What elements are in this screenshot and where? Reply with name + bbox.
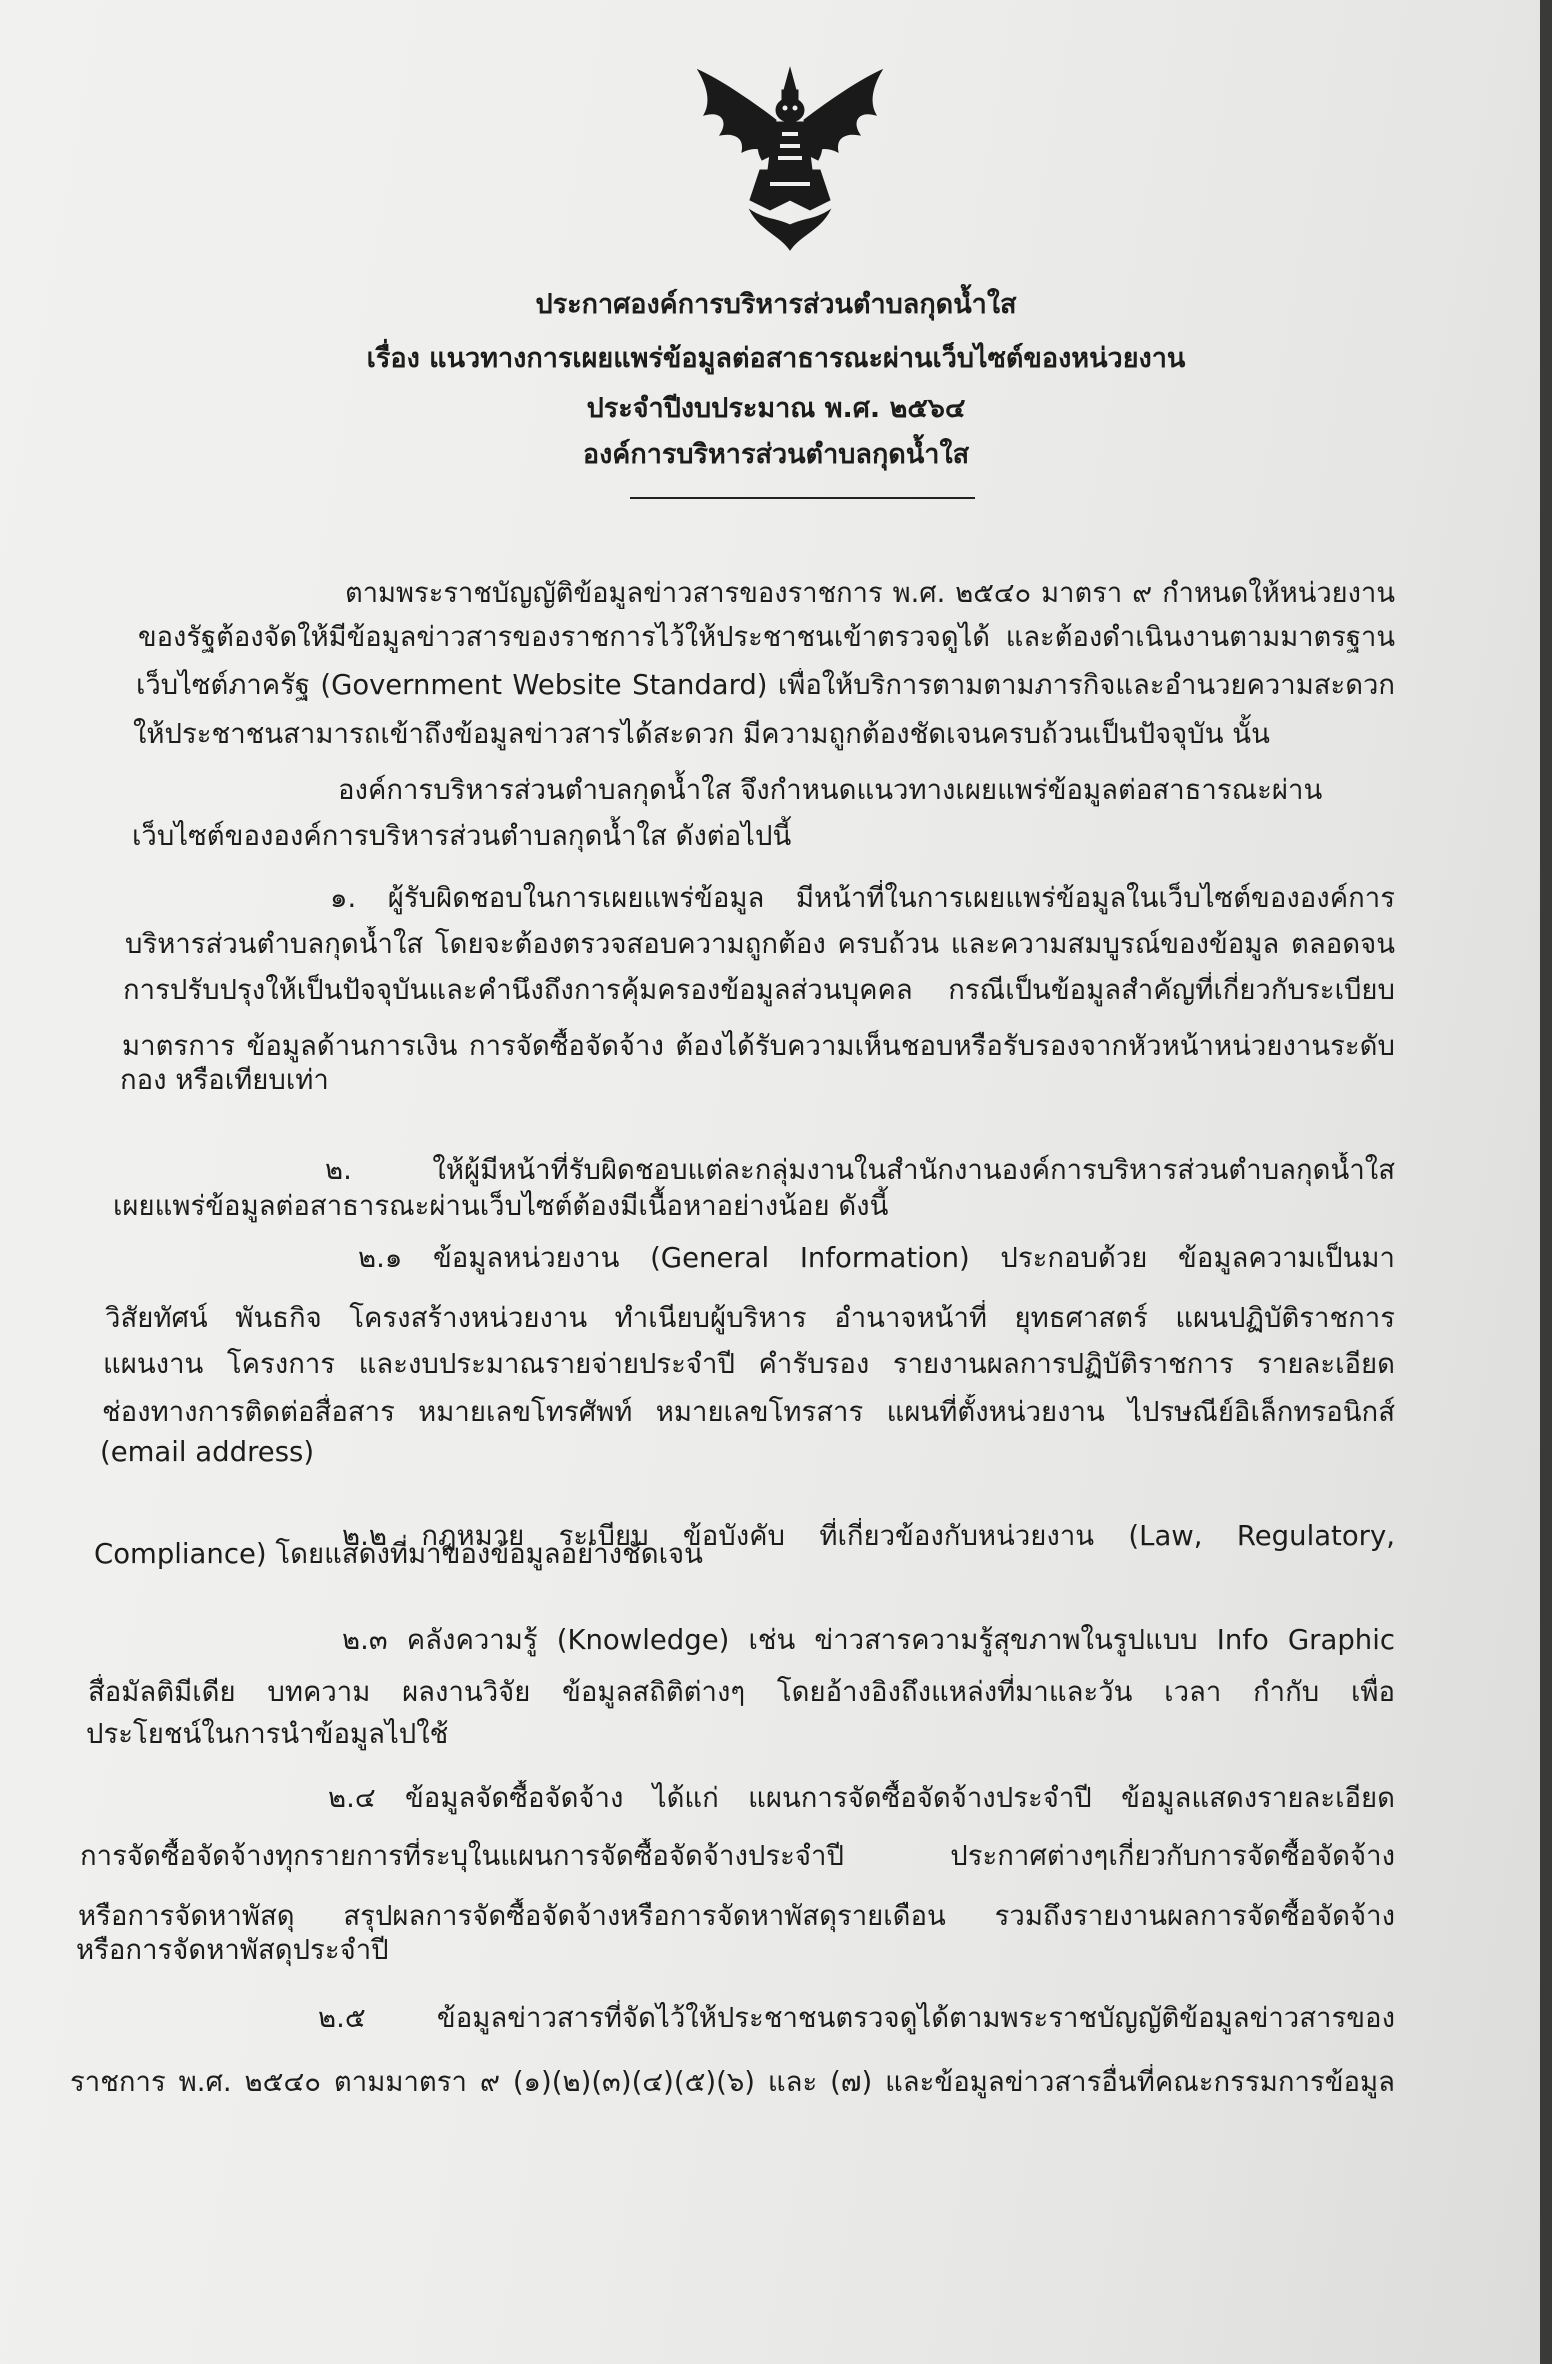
fiscal-year: ประจำปีงบประมาณ พ.ศ. ๒๕๖๔ bbox=[586, 393, 966, 424]
body-line: ๑. ผู้รับผิดชอบในการเผยแพร่ข้อมูล มีหน้าที่ในการเผยแพร่ข้อมูลในเว็บไซต์ขององค์การ bbox=[330, 882, 1395, 914]
body-line: Compliance) โดยแสดงที่มาของข้อมูลอย่างชัดเจน bbox=[94, 1538, 703, 1570]
body-line: ๒.๒ กฎหมาย ระเบียบ ข้อบังคับ ที่เกี่ยวข้องกับหน่วยงาน (Law, Regulatory, bbox=[342, 1520, 1395, 1552]
body-line: เว็บไซต์ขององค์การบริหารส่วนตำบลกุดน้ำใส ดังต่อไปนี้ bbox=[132, 820, 792, 852]
body-line: ประโยชน์ในการนำข้อมูลไปใช้ bbox=[86, 1718, 449, 1750]
body-line: การปรับปรุงให้เป็นปัจจุบันและคำนึงถึงการคุ้มครองข้อมูลส่วนบุคคล กรณีเป็นข้อมูลสำคัญที่เกี่ยวกับระเบียบ bbox=[123, 974, 1395, 1006]
body-line: มาตรการ ข้อมูลด้านการเงิน การจัดซื้อจัดจ้าง ต้องได้รับความเห็นชอบหรือรับรองจากหัวหน้าหน่วยงานระดับ bbox=[122, 1030, 1395, 1062]
announcement-title: ประกาศองค์การบริหารส่วนตำบลกุดน้ำใส bbox=[535, 289, 1017, 320]
body-line: วิสัยทัศน์ พันธกิจ โครงสร้างหน่วยงาน ทำเนียบผู้บริหาร อำนาจหน้าที่ ยุทธศาสตร์ แผนปฏิบัติราชการ bbox=[105, 1302, 1395, 1334]
body-line: แผนงาน โครงการ และงบประมาณรายจ่ายประจำปี คำรับรอง รายงานผลการปฏิบัติราชการ รายละเอียด bbox=[103, 1348, 1395, 1380]
body-line: ราชการ พ.ศ. ๒๕๔๐ ตามมาตรา ๙ (๑)(๒)(๓)(๔)(๕)(๖) และ (๗) และข้อมูลข่าวสารอื่นที่คณะกรรมการข้อมูล bbox=[70, 2066, 1395, 2098]
announcement-subject: เรื่อง แนวทางการเผยแพร่ข้อมูลต่อสาธารณะผ่านเว็บไซต์ของหน่วยงาน bbox=[366, 343, 1186, 374]
body-line: การจัดซื้อจัดจ้างทุกรายการที่ระบุในแผนการจัดซื้อจัดจ้างประจำปี ประกาศต่างๆเกี่ยวกับการจัดซื้อจัดจ้าง bbox=[80, 1840, 1395, 1872]
body-line: ตามพระราชบัญญัติข้อมูลข่าวสารของราชการ พ.ศ. ๒๕๔๐ มาตรา ๙ กำหนดให้หน่วยงาน bbox=[345, 578, 1395, 609]
body-line: เผยแพร่ข้อมูลต่อสาธารณะผ่านเว็บไซต์ต้องมีเนื้อหาอย่างน้อย ดังนี้ bbox=[113, 1190, 889, 1222]
body-line: ๒. ให้ผู้มีหน้าที่รับผิดชอบแต่ละกลุ่มงานในสำนักงานองค์การบริหารส่วนตำบลกุดน้ำใส bbox=[325, 1154, 1395, 1186]
body-line: หรือการจัดหาพัสดุประจำปี bbox=[76, 1934, 389, 1966]
body-line: ช่องทางการติดต่อสื่อสาร หมายเลขโทรศัพท์ หมายเลขโทรสาร แผนที่ตั้งหน่วยงาน ไปรษณีย์อิเล็กทรอนิกส์ bbox=[102, 1396, 1395, 1428]
header-divider bbox=[630, 497, 975, 499]
body-line: เว็บไซต์ภาครัฐ (Government Website Standard) เพื่อให้บริการตามตามภารกิจและอำนวยความสะดวก bbox=[136, 670, 1395, 701]
body-line: ๒.๔ ข้อมูลจัดซื้อจัดจ้าง ได้แก่ แผนการจัดซื้อจัดจ้างประจำปี ข้อมูลแสดงรายละเอียด bbox=[328, 1782, 1395, 1814]
body-line: (email address) bbox=[100, 1436, 315, 1468]
body-line: ของรัฐต้องจัดให้มีข้อมูลข่าวสารของราชการไว้ให้ประชาชนเข้าตรวจดูได้ และต้องดำเนินงานตามมาตรฐาน bbox=[138, 622, 1395, 653]
body-line: กอง หรือเทียบเท่า bbox=[120, 1064, 329, 1096]
body-line: สื่อมัลติมีเดีย บทความ ผลงานวิจัย ข้อมูลสถิติต่างๆ โดยอ้างอิงถึงแหล่งที่มาและวัน เวลา กำกับ เพื่อ bbox=[88, 1676, 1395, 1708]
organization-name: องค์การบริหารส่วนตำบลกุดน้ำใส bbox=[582, 439, 970, 470]
body-line: หรือการจัดหาพัสดุ สรุปผลการจัดซื้อจัดจ้างหรือการจัดหาพัสดุรายเดือน รวมถึงรายงานผลการจัดซื้อจัดจ้าง bbox=[78, 1900, 1395, 1932]
body-line: ๒.๑ ข้อมูลหน่วยงาน (General Information) ประกอบด้วย ข้อมูลความเป็นมา bbox=[358, 1242, 1395, 1274]
garuda-emblem-icon bbox=[690, 60, 890, 260]
body-line: ๒.๓ คลังความรู้ (Knowledge) เช่น ข่าวสารความรู้สุขภาพในรูปแบบ Info Graphic bbox=[342, 1624, 1395, 1656]
body-line: องค์การบริหารส่วนตำบลกุดน้ำใส จึงกำหนดแนวทางเผยแพร่ข้อมูลต่อสาธารณะผ่าน bbox=[338, 774, 1323, 806]
body-line: ๒.๕ ข้อมูลข่าวสารที่จัดไว้ให้ประชาชนตรวจดูได้ตามพระราชบัญญัติข้อมูลข่าวสารของ bbox=[318, 2002, 1395, 2034]
body-line: บริหารส่วนตำบลกุดน้ำใส โดยจะต้องตรวจสอบความถูกต้อง ครบถ้วน และความสมบูรณ์ของข้อมูล ตลอดจน bbox=[125, 928, 1395, 960]
body-line: ให้ประชาชนสามารถเข้าถึงข้อมูลข่าวสารได้สะดวก มีความถูกต้องชัดเจนครบถ้วนเป็นปัจจุบัน นั้น bbox=[133, 718, 1270, 750]
